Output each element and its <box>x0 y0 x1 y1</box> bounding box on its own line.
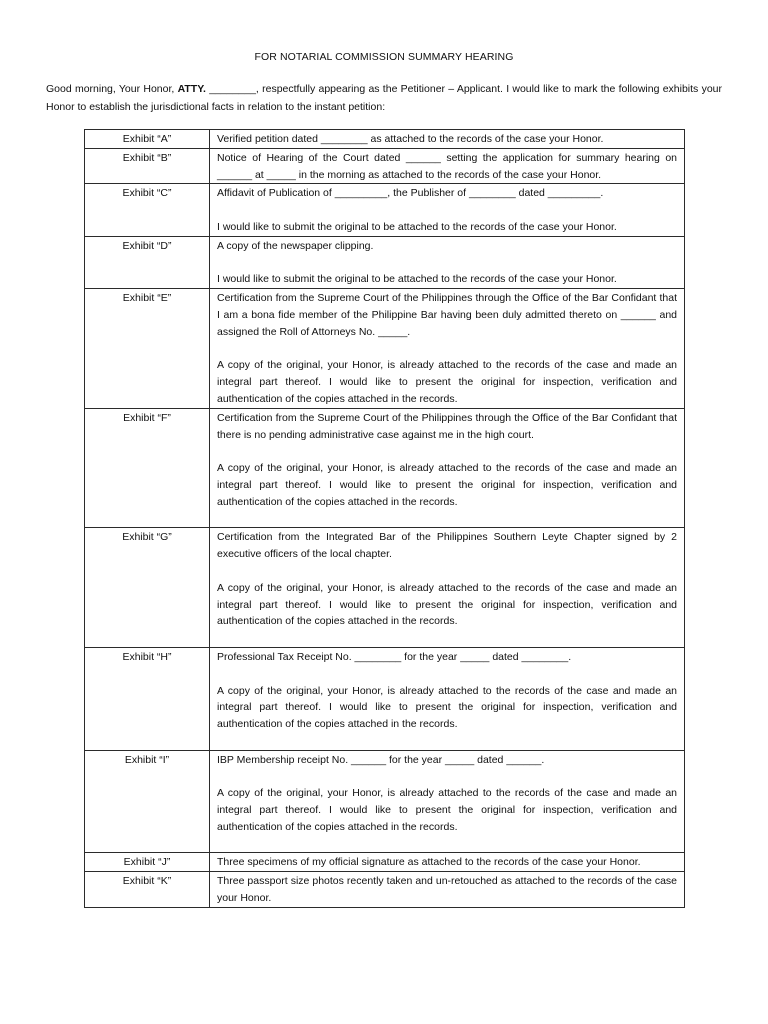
exhibit-paragraph: Verified petition dated ________ as attached to the records of the case your Honor. <box>217 133 604 145</box>
exhibit-row <box>85 236 685 288</box>
exhibit-paragraph: Affidavit of Publication of _________, the Publisher of ________ dated _________. <box>217 187 604 200</box>
exhibit-description <box>210 872 685 908</box>
exhibit-paragraph: A copy of the original, your Honor, is already attached to the records of the case and made an integral part thereof. I would like to present the original for inspection, verification and authentication of the copies attached in the records. <box>217 462 677 508</box>
exhibit-row <box>85 647 685 750</box>
exhibit-paragraph: A copy of the original, your Honor, is already attached to the records of the case and made an integral part thereof. I would like to present the original for inspection, verification and authentication of the copies attached in the records. <box>217 787 677 833</box>
intro-paragraph <box>46 80 722 116</box>
exhibit-description <box>210 130 685 149</box>
exhibit-label: Exhibit “C” <box>85 184 210 236</box>
exhibit-paragraph: A copy of the original, your Honor, is already attached to the records of the case and made an integral part thereof. I would like to present the original for inspection, verification and authentication of the copies attached in the records. <box>217 581 677 628</box>
exhibit-label: Exhibit “B” <box>85 148 210 184</box>
exhibit-paragraph: A copy of the original, your Honor, is already attached to the records of the case and made an integral part thereof. I would like to present the original for inspection, verification and authentication of the copies attached in the records. <box>217 684 677 731</box>
exhibit-label: Exhibit “G” <box>85 528 210 648</box>
exhibit-row <box>85 408 685 528</box>
exhibit-description <box>210 184 685 236</box>
exhibit-row <box>85 148 685 184</box>
exhibits-table <box>84 129 685 908</box>
exhibit-row <box>85 130 685 149</box>
exhibit-paragraph: Certification from the Supreme Court of the Philippines through the Office of the Bar Confidant that there is no pending administrative case against me in the high court. <box>217 411 677 441</box>
exhibit-row <box>85 184 685 236</box>
document-title: FOR NOTARIAL COMMISSION SUMMARY HEARING <box>254 51 514 63</box>
exhibit-description <box>210 289 685 409</box>
exhibit-paragraph: I would like to submit the original to be attached to the records of the case your Honor. <box>217 220 617 233</box>
exhibit-row <box>85 853 685 872</box>
exhibit-description <box>210 408 685 528</box>
exhibit-label: Exhibit “F” <box>85 408 210 528</box>
exhibits-table-body <box>85 130 685 908</box>
exhibit-paragraph: A copy of the newspaper clipping. <box>217 239 374 252</box>
exhibit-label: Exhibit “J” <box>85 853 210 872</box>
exhibit-description <box>210 750 685 853</box>
exhibit-paragraph: Three passport size photos recently taken and un-retouched as attached to the records of the case your Honor. <box>217 875 677 905</box>
exhibit-row <box>85 289 685 409</box>
exhibit-label: Exhibit “H” <box>85 647 210 750</box>
exhibit-paragraph: I would like to submit the original to be attached to the records of the case your Honor. <box>217 273 617 286</box>
exhibit-label: Exhibit “K” <box>85 872 210 908</box>
intro-text-start: Good morning, Your Honor, <box>46 83 178 95</box>
exhibit-row <box>85 750 685 853</box>
exhibit-description <box>210 148 685 184</box>
exhibit-row <box>85 872 685 908</box>
exhibit-row <box>85 528 685 648</box>
exhibit-label: Exhibit “I” <box>85 750 210 853</box>
exhibit-paragraph: Professional Tax Receipt No. ________ for the year _____ dated ________. <box>217 650 572 663</box>
exhibit-paragraph: IBP Membership receipt No. ______ for the year _____ dated ______. <box>217 753 545 766</box>
exhibit-paragraph: Notice of Hearing of the Court dated ______ setting the application for summary hearing on ______ at _____ in the morning as attached to the records of the case your Honor. <box>217 151 677 181</box>
exhibit-paragraph: Certification from the Supreme Court of the Philippines through the Office of the Bar Confidant that I am a bona fide member of the Philippine Bar having been duly admitted thereto on ______ and assigned the Roll of Attorneys No. _____. <box>217 292 677 338</box>
exhibit-paragraph: Three specimens of my official signature as attached to the records of the case your Honor. <box>217 856 641 869</box>
exhibit-description <box>210 853 685 872</box>
exhibit-description <box>210 647 685 750</box>
exhibit-description <box>210 528 685 648</box>
exhibit-paragraph: A copy of the original, your Honor, is already attached to the records of the case and made an integral part thereof. I would like to present the original for inspection, verification and authentication of the copies attached in the records. <box>217 359 677 405</box>
intro-text-rest: ________, respectfully appearing as the Petitioner – Applicant. I would like to mark the following exhibits your Honor to establish the jurisdictional facts in relation to the instant petition: <box>46 83 722 113</box>
exhibit-label: Exhibit “E” <box>85 289 210 409</box>
atty-label: ATTY. <box>177 83 206 95</box>
exhibit-label: Exhibit “D” <box>85 236 210 288</box>
exhibit-description <box>210 236 685 288</box>
exhibit-paragraph: Certification from the Integrated Bar of the Philippines Southern Leyte Chapter signed by 2 executive officers of the local chapter. <box>217 531 677 561</box>
exhibit-label: Exhibit “A” <box>85 130 210 149</box>
